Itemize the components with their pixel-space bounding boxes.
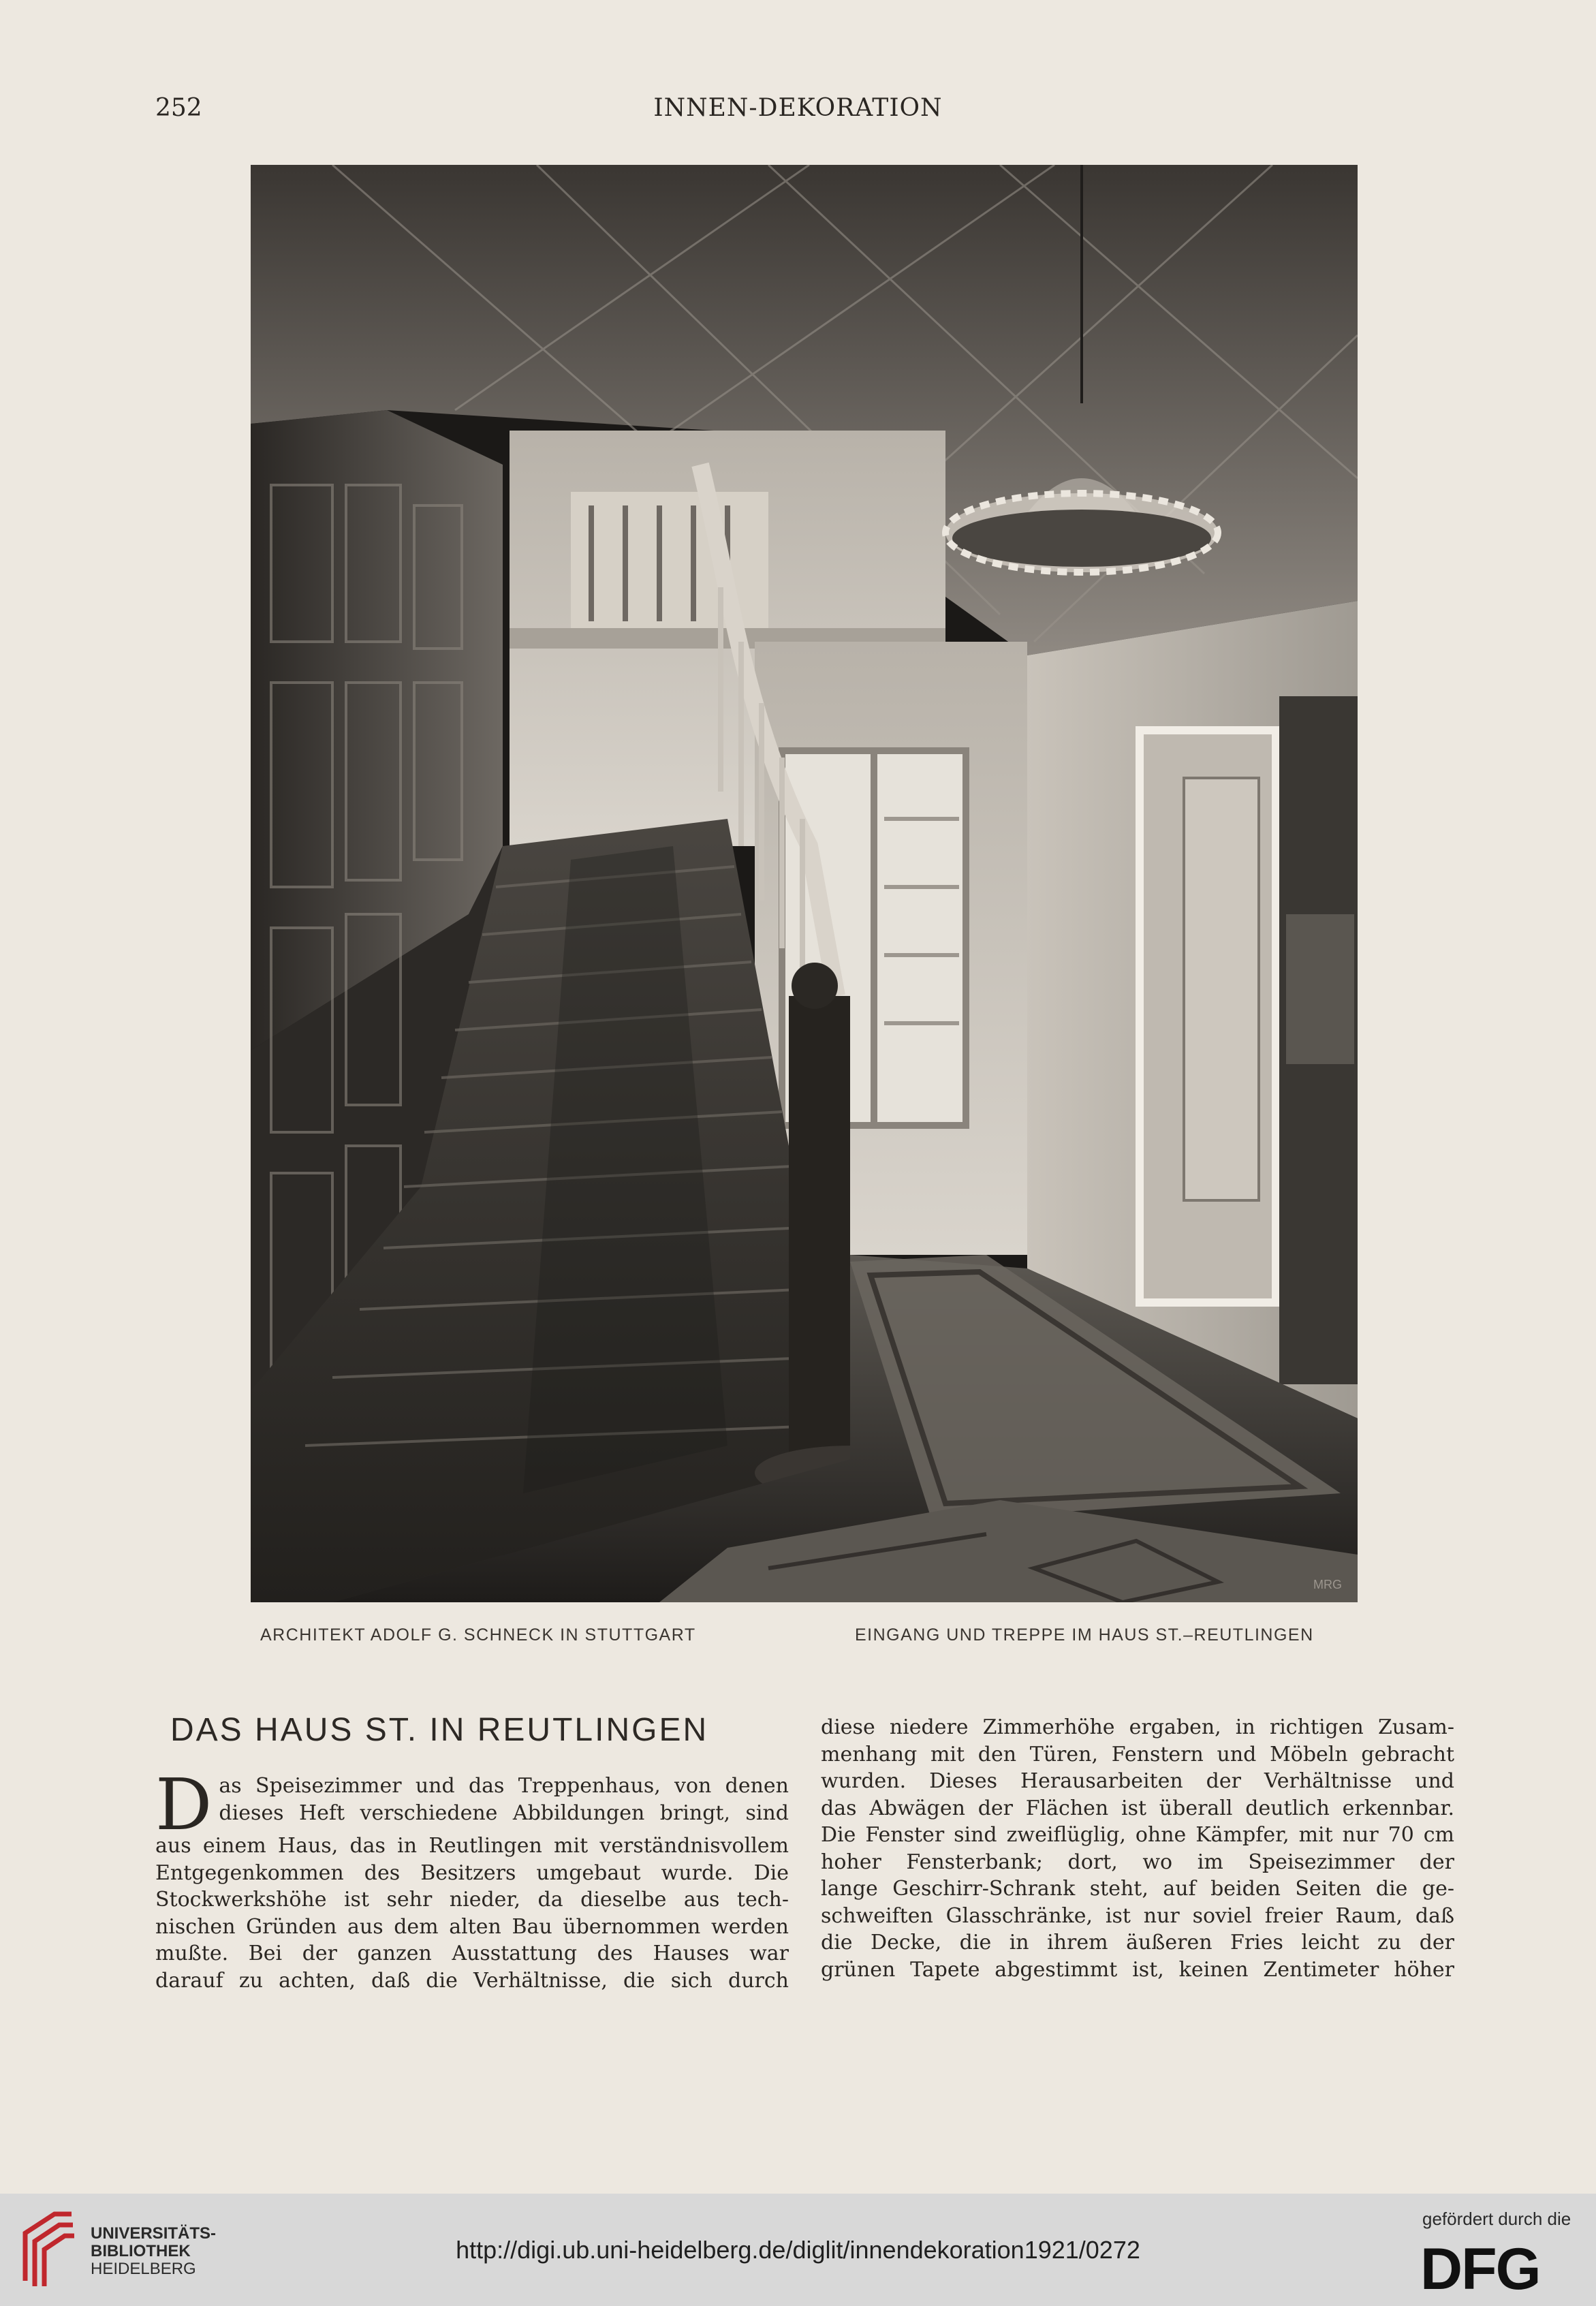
caption-architect: ARCHITEKT ADOLF G. SCHNECK IN STUTTGART [260,1625,696,1645]
text-line: grünen Tapete abgestimmt ist, keinen Zentimeter höher [821,1957,1454,1982]
text-line: Stockwerkshöhe ist sehr nieder, da dieselbe aus tech- [155,1888,789,1912]
page-number: 252 [155,94,202,122]
drop-cap: D [155,1763,213,1846]
photo-signature: MRG [1313,1578,1342,1591]
text-line: as Speisezimmer und das Treppenhaus, von denen [219,1774,789,1798]
text-line: Entgegenkommen des Besitzers umgebaut wurde. Die [155,1860,789,1885]
text-line: die Decke, die in ihrem äußeren Fries leicht zu der [821,1931,1454,1954]
text-line: wurden. Dieses Herausarbeiten der Verhältnisse und [821,1769,1454,1793]
staircase-photograph [251,165,1358,1602]
text-line: aus einem Haus, das in Reutlingen mit verständnisvollem [155,1834,789,1858]
footer-bar [0,2194,1596,2306]
text-line: darauf zu achten, daß die Verhältnisse, die sich durch [155,1968,789,1993]
library-name-line: BIBLIOTHEK [91,2242,191,2260]
source-url-link[interactable]: http://digi.ub.uni-heidelberg.de/diglit/innendekoration1921/0272 [456,2236,1140,2264]
caption-photo-title: EINGANG UND TREPPE IM HAUS ST.–REUTLINGEN [855,1625,1314,1645]
text-line: schweiften Glasschränke, ist nur soviel freier Raum, daß [821,1903,1454,1928]
text-line: menhang mit den Türen, Fenstern und Möbeln gebracht [821,1742,1454,1766]
text-line: mußte. Bei der ganzen Ausstattung des Hauses war [155,1942,789,1965]
article-column-2 [821,1714,1454,1983]
text-line: diese niedere Zimmerhöhe ergaben, in richtigen Zusam- [821,1715,1454,1739]
newel-post [789,996,850,1473]
library-name-line: HEIDELBERG [91,2260,196,2278]
article-column-1 [155,1763,789,1994]
text-line: hoher Fensterbank; dort, wo im Speisezimmer der [821,1850,1454,1874]
funding-note: gefördert durch die [1422,2209,1571,2229]
article-title: DAS HAUS ST. IN REUTLINGEN [170,1712,709,1748]
text-line: lange Geschirr-Schrank steht, auf beiden Seiten die ge- [821,1877,1454,1901]
text-line: nischen Gründen aus dem alten Bau übernommen werden [155,1914,789,1939]
library-name-line: UNIVERSITÄTS- [91,2224,217,2243]
text-line: das Abwägen der Flächen ist überall deutlich erkennbar. [821,1796,1454,1820]
text-line: dieses Heft verschiedene Abbildungen bringt, sind [219,1801,789,1825]
dfg-logo[interactable]: DFG [1420,2237,1540,2302]
text-line: Die Fenster sind zweiflüglig, ohne Kämpfer, mit nur 70 cm [821,1823,1454,1847]
running-title: INNEN-DEKORATION [653,94,943,122]
